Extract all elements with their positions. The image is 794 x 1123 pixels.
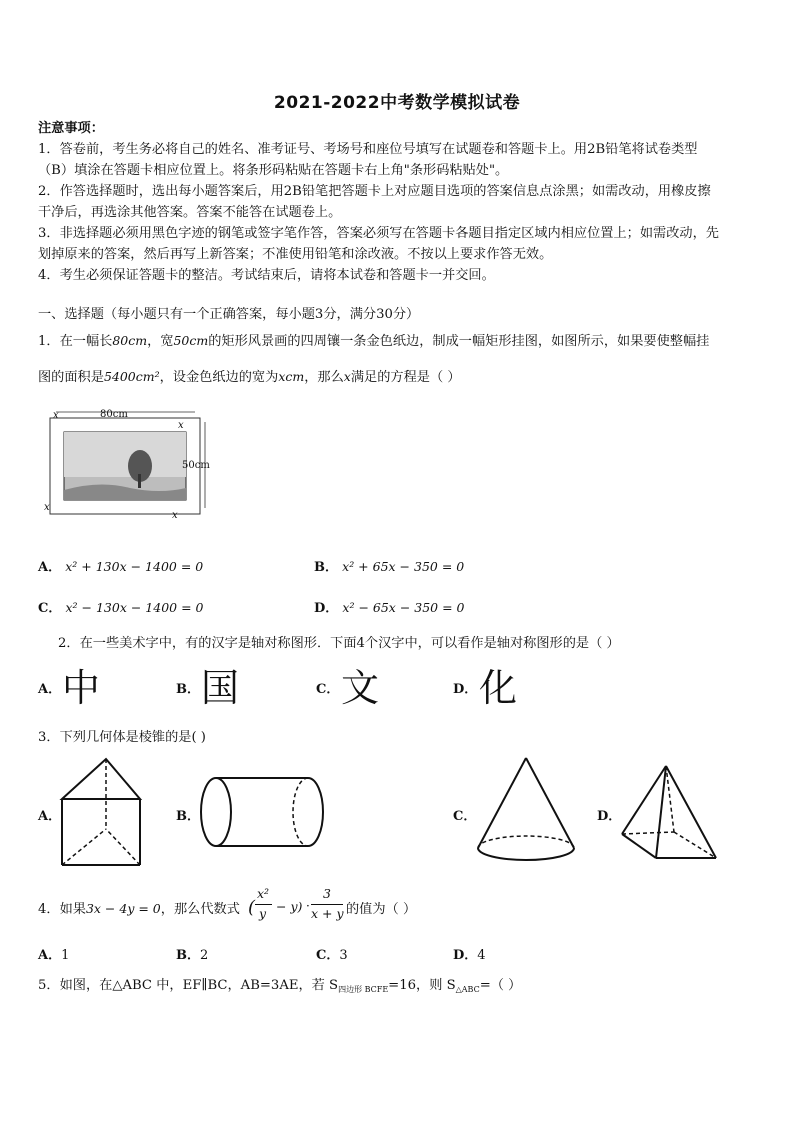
q3-option-d[interactable]: D． <box>597 809 622 824</box>
q3-option-b[interactable]: B． <box>176 809 200 824</box>
q1-text: ，宽 <box>147 334 174 349</box>
q1-option-d[interactable]: D． x² − 65x − 350 = 0 <box>314 600 465 616</box>
q1-fig-x-label: x <box>53 410 59 421</box>
q1-xcm: xcm <box>278 369 305 384</box>
q1-length: 80cm <box>112 333 148 348</box>
q3-cone-figure <box>474 755 580 867</box>
note-line: 3．非选择题必须用黑色字迹的钢笔或签字笔作答，答案必须写在答题卡各题目指定区域内相应位置上；如需改动，先 <box>38 226 719 241</box>
note-line: 干净后，再选涂其他答案。答案不能答在试题卷上。 <box>38 205 342 220</box>
q1-text: 1．在一幅长 <box>38 334 113 349</box>
q4-tail: 的值为（ ） <box>346 902 417 917</box>
q1-option-a[interactable]: A． x² + 130x − 1400 = 0 <box>38 559 204 575</box>
section-heading: 一、选择题（每小题只有一个正确答案，每小题3分，满分30分） <box>38 307 420 322</box>
q1-text: 满足的方程是（ ） <box>350 370 461 385</box>
question-4: 4．如果3x − 4y = 0，那么代数式 <box>38 901 240 917</box>
q3-cylinder-figure <box>198 775 328 849</box>
q4-frac1-den: y <box>259 906 267 921</box>
q1-fig-x-label: x <box>172 510 178 521</box>
q5-subscript: △ABC <box>455 985 480 994</box>
note-line: 2．作答选择题时，选出每小题答案后，用2B铅笔把答题卡上对应题目选项的答案信息点涂黑；如需改动，用橡皮擦 <box>38 184 711 199</box>
q4-option-c[interactable]: C．3 <box>316 948 348 963</box>
q1-text: ，那么 <box>304 370 344 385</box>
page-title: 2021-2022中考数学模拟试卷 <box>273 93 521 113</box>
question-1-line-1 <box>38 330 760 353</box>
q1-option-b[interactable]: B． x² + 65x − 350 = 0 <box>314 559 465 575</box>
q4-minus-y: − y) <box>276 899 303 914</box>
q1-area: 5400cm² <box>103 369 160 384</box>
note-line: 1．答卷前，考生务必将自己的姓名、准考证号、考场号和座位号填写在试题卷和答题卡上。用2B铅笔将试卷类型 <box>38 142 698 157</box>
q1-text: 的矩形风景画的四周镶一条金色纸边，制成一幅矩形挂图，如图所示，如果要使整幅挂 <box>208 334 710 349</box>
q4-option-b[interactable]: B．2 <box>176 948 209 963</box>
q2-option-b[interactable]: B． <box>176 682 200 697</box>
q1-option-c[interactable]: C． x² − 130x − 1400 = 0 <box>38 600 204 616</box>
q4-option-d[interactable]: D．4 <box>453 948 486 963</box>
note-line: （B）填涂在答题卡相应位置上。将条形码粘贴在答题卡右上角"条形码粘贴处"。 <box>38 163 509 178</box>
q3-prism-figure <box>58 757 150 869</box>
q2-option-d[interactable]: D． <box>453 682 478 697</box>
question-1-line-2 <box>38 366 760 389</box>
q1-fig-right-label: 50cm <box>182 460 210 471</box>
q1-text: ，设金色纸边的宽为 <box>159 370 279 385</box>
note-line: 4．考生必须保证答题卡的整洁。考试结束后，请将本试卷和答题卡一并交回。 <box>38 268 495 283</box>
q4-option-a[interactable]: A．1 <box>38 948 70 963</box>
q3-option-c[interactable]: C． <box>453 809 477 824</box>
q2-char-a: 中 <box>62 666 101 710</box>
notes-heading: 注意事项： <box>38 121 104 136</box>
q1-width: 50cm <box>173 333 209 348</box>
q5-subscript: 四边形 BCFE <box>338 985 389 994</box>
q2-option-c[interactable]: C． <box>316 682 340 697</box>
q3-option-a[interactable]: A． <box>38 809 62 824</box>
question-2: 2．在一些美术字中，有的汉字是轴对称图形．下面4个汉字中，可以看作是轴对称图形的是（ ） <box>58 636 620 651</box>
q2-option-a[interactable]: A． <box>38 682 62 697</box>
note-line: 划掉原来的答案，然后再写上新答案；不准使用铅笔和涂改液。不按以上要求作答无效。 <box>38 247 553 262</box>
q2-char-d: 化 <box>479 666 518 710</box>
q2-char-c: 文 <box>341 666 380 710</box>
q4-frac2-den: x + y <box>311 906 344 921</box>
q1-text: 图的面积是 <box>38 370 104 385</box>
q1-x: x <box>343 369 351 384</box>
q4-frac1-num: x² <box>257 886 270 901</box>
question-3: 3．下列几何体是棱锥的是( ) <box>38 730 206 745</box>
q4-equation: 3x − 4y = 0 <box>85 901 161 916</box>
q1-fig-x-label: x <box>178 420 184 431</box>
q1-fig-x-label: x <box>44 502 50 513</box>
q2-char-b: 国 <box>201 666 240 710</box>
q1-fig-top-label: 80cm <box>100 409 128 420</box>
q3-pyramid-figure <box>618 762 722 866</box>
q4-frac2-num: 3 <box>323 886 331 901</box>
question-5: 5．如图，在△ABC 中，EF∥BC，AB=3AE，若 $S_{四边形 BCFE}=16$，则 $S_{\triangle ABC}=$（ ） <box>38 978 522 994</box>
